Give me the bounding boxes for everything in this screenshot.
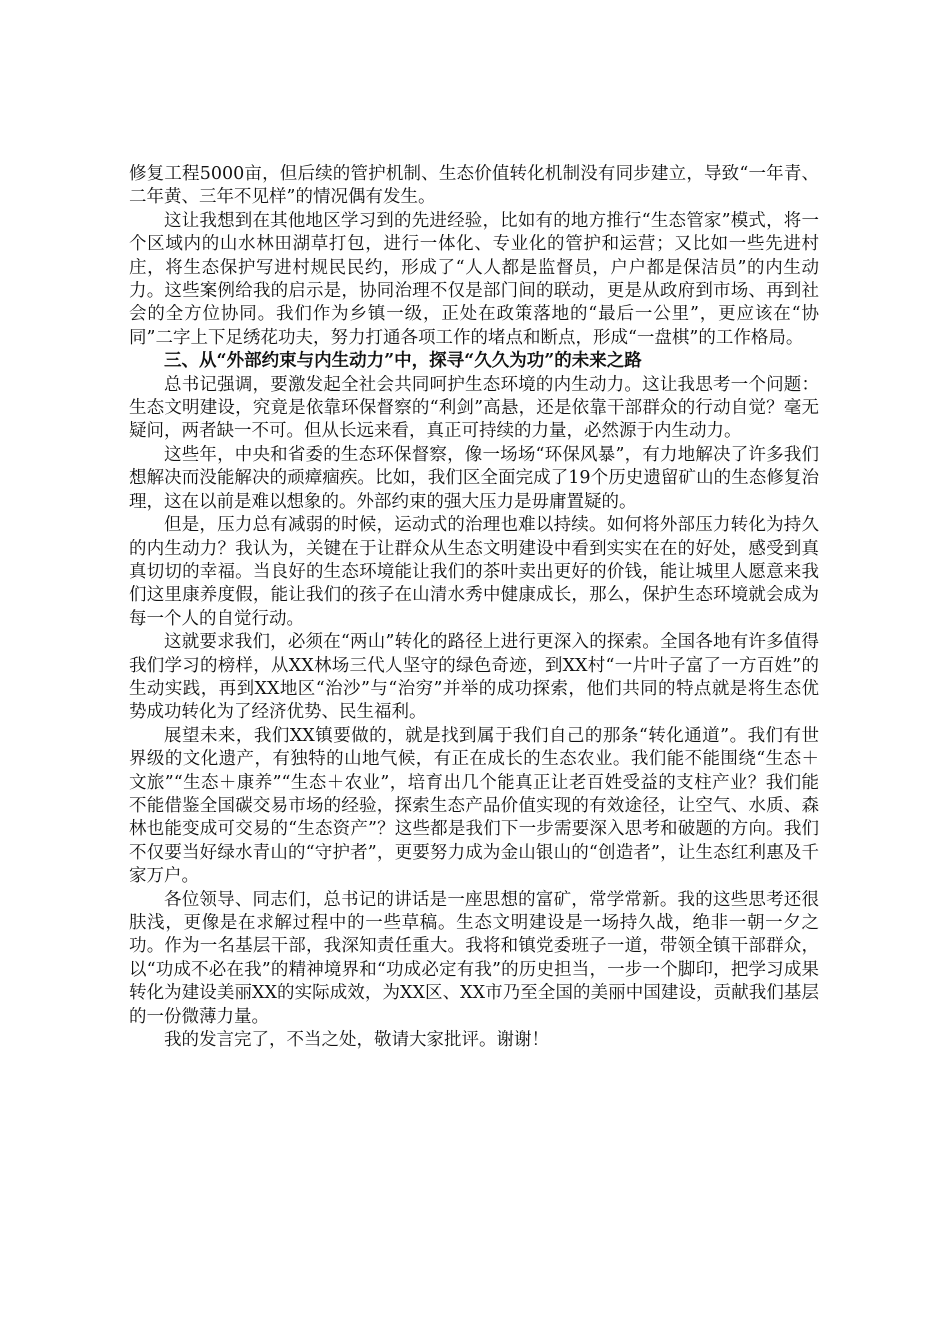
document-body <box>129 163 819 1052</box>
section-heading-three: 三、从“外部约束与内生动力”中，探寻“久久为功”的未来之路 <box>164 351 642 372</box>
paragraph-thanks: 我的发言完了，不当之处，敬请大家批评。谢谢！ <box>164 1030 549 1051</box>
paragraph-outlook: 展望未来，我们XX镇要做的，就是找到属于我们自己的那条“转化通道”。我们有世界级的文化遗产，有独特的山地气候，有正在成长的生态农业。我们能不能围绕“生态＋文旅”“生态＋康养”“生态＋农业”，培育出几个能真正让老百姓受益的支柱产业？我们能不能借鉴全国碳交易市场的经验，探索生态产品价值实现的有效途径，让空气、水质、森林也能变成可交易的“生态资产”？这些都是我们下一步需要深入思考和破题的方向。我们不仅要当好绿水青山的“守护者”，更要努力成为金山银山的“创造者”，让生态红利惠及千家万户。 <box>129 725 819 887</box>
paragraph-environmental-inspection: 这些年，中央和省委的生态环保督察，像一场场“环保风暴”，有力地解决了许多我们想解决而没能解决的顽瘴痼疾。比如，我们区全面完成了19个历史遗留矿山的生态修复治理，这在以前是难以想象的。外部约束的强大压力是毋庸置疑的。 <box>129 444 819 512</box>
paragraph-collaborative-governance: 这让我想到在其他地区学习到的先进经验，比如有的地方推行“生态管家”模式，将一个区域内的山水林田湖草打包，进行一体化、专业化的管护和运营；又比如一些先进村庄，将生态保护写进村规民民约，形成了“人人都是监督员，户户都是保洁员”的内生动力。这些案例给我的启示是，协同治理不仅是部门间的联动，更是从政府到市场、再到社会的全方位协同。我们作为乡镇一级，正处在政策落地的“最后一公里”，更应该在“协同”二字上下足绣花功夫，努力打通各项工作的堵点和断点，形成“一盘棋”的工作格局。 <box>129 210 819 348</box>
paragraph-intrinsic-motivation: 总书记强调，要激发起全社会共同呵护生态环境的内生动力。这让我思考一个问题：生态文明建设，究竟是依靠环保督察的“利剑”高悬，还是依靠干部群众的行动自觉？毫无疑问，两者缺一不可。但从长远来看，真正可持续的力量，必然源于内生动力。 <box>129 374 819 442</box>
paragraph-closing-remarks: 各位领导、同志们，总书记的讲话是一座思想的富矿，常学常新。我的这些思考还很肤浅，更像是在求解过程中的一些草稿。生态文明建设是一场持久战，绝非一朝一夕之功。作为一名基层干部，我深知责任重大。我将和镇党委班子一道，带领全镇干部群众，以“功成不必在我”的精神境界和“功成必定有我”的历史担当，一步一个脚印，把学习成果转化为建设美丽XX的实际成效，为XX区、XX市乃至全国的美丽中国建设，贡献我们基层的一份微薄力量。 <box>129 889 819 1027</box>
paragraph-continuation: 修复工程5000亩，但后续的管护机制、生态价值转化机制没有同步建立，导致“一年青、二年黄、三年不见样”的情况偶有发生。 <box>129 164 819 208</box>
paragraph-two-mountains: 这就要求我们，必须在“两山”转化的路径上进行更深入的探索。全国各地有许多值得我们学习的榜样，从XX林场三代人坚守的绿色奇迹，到XX村“一片叶子富了一方百姓”的生动实践，再到XX地区“治沙”与“治穷”并举的成功探索，他们共同的特点就是将生态优势成功转化为了经济优势、民生福利。 <box>129 632 819 723</box>
paragraph-external-pressure: 但是，压力总有减弱的时候，运动式的治理也难以持续。如何将外部压力转化为持久的内生动力？我认为，关键在于让群众从生态文明建设中看到实实在在的好处，感受到真真切切的幸福。当良好的生态环境能让我们的茶叶卖出更好的价钱，能让城里人愿意来我们这里康养度假，能让我们的孩子在山清水秀中健康成长，那么，保护生态环境就会成为每一个人的自觉行动。 <box>129 515 819 629</box>
